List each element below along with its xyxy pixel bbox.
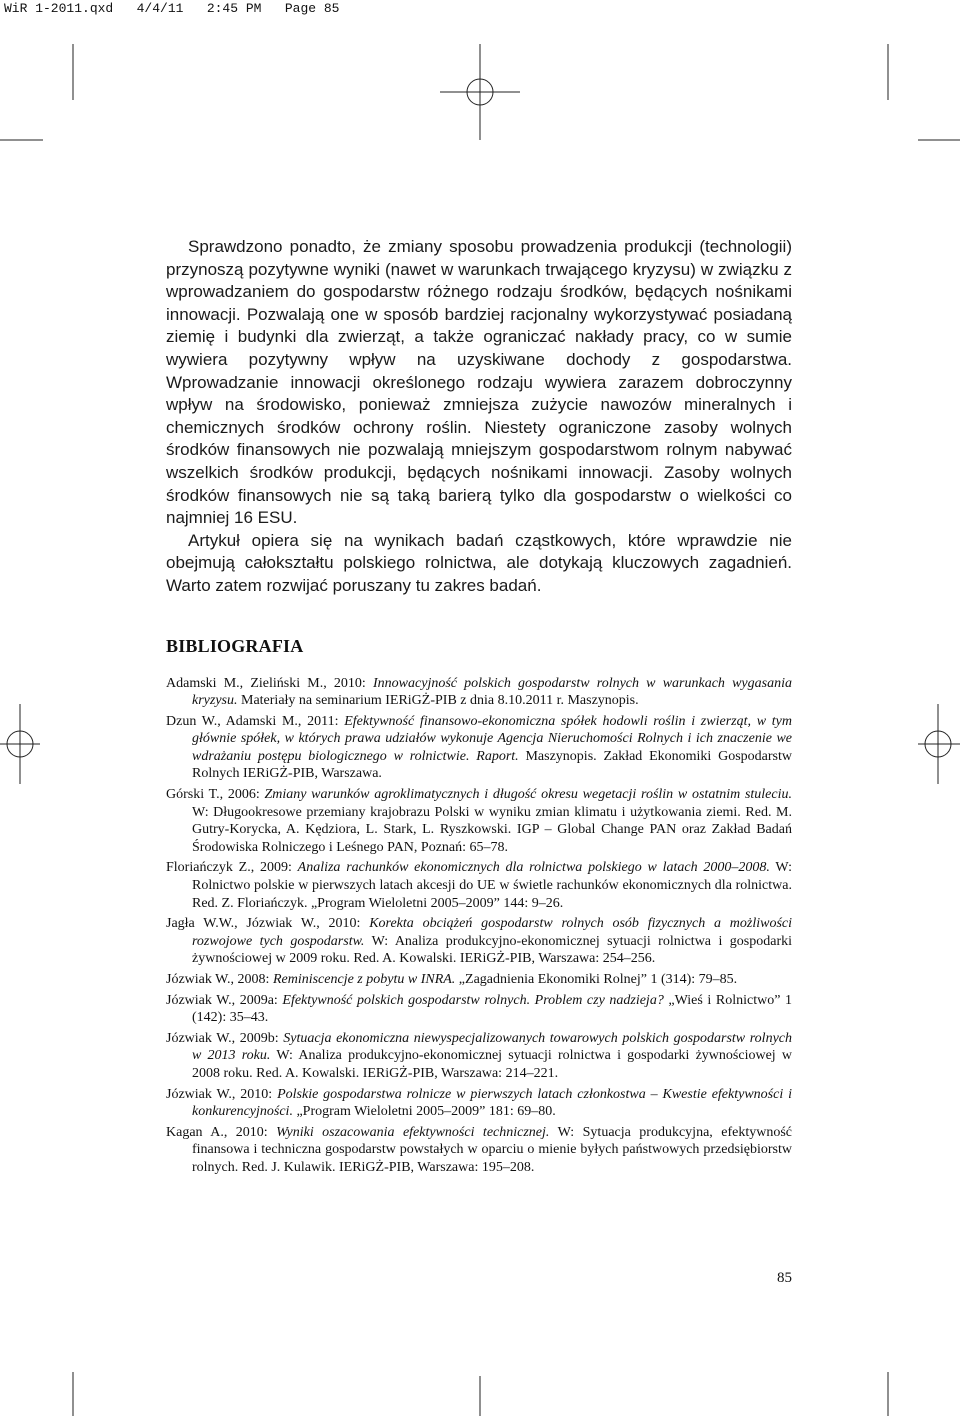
page-number: 85 <box>777 1270 792 1286</box>
bibliography-entry <box>166 859 792 912</box>
entry-title: Korekta obciążeń gospodarstw rolnych osób fizycznych a możliwości rozwojowe tych gospodarstw. <box>192 916 793 949</box>
entry-source: „Wieś i Rolnictwo” 1 (142): 35–43. <box>192 992 792 1026</box>
entry-author: Kagan A., 2010: <box>166 1124 277 1140</box>
registration-mark-right <box>918 704 960 784</box>
body-paragraph: Artykuł opiera się na wynikach badań cząstkowych, które wprawdzie nie obejmują całokształtu polskiego rolnictwa, ale dotykają kluczowych zagadnień. Warto zatem rozwijać poruszany tu zakres badań. <box>166 530 792 595</box>
entry-author: Józwiak W., 2010: <box>166 1086 278 1102</box>
bibliography-entry <box>166 992 792 1027</box>
bibliography-entry <box>166 1086 792 1121</box>
body-paragraph: Sprawdzono ponadto, że zmiany sposobu prowadzenia produkcji (technologii) przynoszą pozytywne wyniki (nawet w warunkach trwającego kryzysu) w związku z wprowadzaniem do gospodarstw różnego rodzaju środków, będących nośnikami innowacji. Pozwalają one w sposób bardziej racjonalny wykorzystywać posiadaną ziemię i budynki dla zwierząt, a także ograniczać nakłady pracy, co w sumie wywiera pozytywny wpływ na uzyskiwane dochody z gospodarstwa. Wprowadzanie innowacji określonego rodzaju wywiera zarazem dobroczynny wpływ na środowisko, ponieważ zmniejsza zużycie nawozów mineralnych i chemicznych środków ochrony roślin. Niestety ograniczone zasoby wolnych środków finansowych nie pozwalają mniejszym gospodarstwom rolnym nabywać wszelkich środków produkcji, będących nośnikami innowacji. Zasoby wolnych środków finansowych nie są taką barierą tylko dla gospodarstw o wielkości co najmniej 16 ESU. <box>166 237 792 528</box>
entry-source: „Zagadnienia Ekonomiki Rolnej” 1 (314): 79–85. <box>455 972 738 987</box>
entry-title: Polskie gospodarstwa rolnicze w pierwszych latach członkostwa – Kwestie efektywności i konkurencyjności. <box>192 1086 792 1120</box>
bibliography-entry <box>166 1030 792 1083</box>
article-conclusion <box>166 236 792 598</box>
entry-title: Innowacyjność polskich gospodarstw rolnych w warunkach wygasania kryzysu. <box>192 675 792 709</box>
page-content <box>166 236 792 1180</box>
entry-source: W: Analiza produkcyjno-ekonomicznej sytuacji rolnictwa i gospodarki żywnościowej w 2008 roku. Red. A. Kowalski. IERiGŻ-PIB, Warszawa: 214–221. <box>192 1048 792 1081</box>
entry-source: W: Analiza produkcyjno-ekonomicznej sytuacji rolnictwa i gospodarki żywnościowej w 2009 roku. Red. A. Kowalski. IERiGŻ-PIB, Warszawa: 254–256. <box>192 933 793 967</box>
bibliography-entry <box>166 1124 792 1177</box>
entry-title: Efektywność polskich gospodarstw rolnych. Problem czy nadzieja? <box>282 992 664 1008</box>
entry-author: Adamski M., Zieliński M., 2010: <box>166 675 374 691</box>
bibliography-heading: BIBLIOGRAFIA <box>166 635 304 656</box>
entry-source: W: Długookresowe przemiany krajobrazu Polski w wyniku zmian klimatu i użytkowania ziemi. Red. M. Gutry-Korycka, A. Kędziora, L. Stark, L. Ryszkowski. IGP – Global Change PAN oraz Zakład Badań Środowiska Rolniczego i Leśnego PAN, Poznań: 65–78. <box>192 804 792 855</box>
bibliography-entry <box>166 786 792 856</box>
bibliography-entry <box>166 675 792 710</box>
entry-author: Józwiak W., 2009b: <box>166 1030 284 1046</box>
entry-title: Reminiscencje z pobytu w INRA. <box>272 972 456 987</box>
entry-author: Józwiak W., 2009a: <box>166 992 283 1008</box>
entry-source: W: Sytuacja produkcyjna, efektywność finansowa i techniczna gospodarstw powstałych w oparciu o mienie byłych państwowych przedsiębiorstw rolnych. Red. J. Kulawik. IERiGŻ-PIB, Warszawa: 195–208. <box>192 1124 792 1175</box>
entry-source: Materiały na seminarium IERiGŻ-PIB z dnia 8.10.2011 r. Maszynopis. <box>237 693 639 709</box>
entry-title: Sytuacja ekonomiczna niewyspecjalizowanych towarowych polskich gospodarstw rolnych w 2013 roku. <box>192 1030 792 1064</box>
entry-author: Floriańczyk Z., 2009: <box>166 860 298 876</box>
bibliography-entry <box>166 915 792 968</box>
entry-source: W: Rolnictwo polskie w pierwszych latach akcesji do UE w świetle rachunków ekonomicznych dla rolnictwa. Red. Z. Floriańczyk. „Program Wieloletni 2005–2009” 144: 9–26. <box>192 860 792 911</box>
registration-mark-left <box>0 704 40 784</box>
entry-title: Efektywność finansowo-ekonomiczna spółek hodowli roślin i zwierząt, w tym głównie spółek, w których prawa udziałów wykonuje Agencja Nieruchomości Rolnych i ich znaczenie we wdrażaniu postępu biologicznego w rolnictwie. Raport. <box>192 713 792 764</box>
entry-title: Wyniki oszacowania efektywności technicznej. <box>276 1124 550 1140</box>
registration-mark-top <box>440 44 520 140</box>
entry-author: Józwiak W., 2008: <box>166 972 273 987</box>
entry-title: Analiza rachunków ekonomicznych dla rolnictwa polskiego w latach 2000–2008. <box>297 860 770 876</box>
bibliography-entry <box>166 713 792 783</box>
bibliography-entry <box>166 971 792 989</box>
entry-author: Jagła W.W., Józwiak W., 2010: <box>166 916 370 932</box>
bibliography-list <box>166 675 792 1177</box>
entry-source: „Program Wieloletni 2005–2009” 181: 69–80. <box>292 1104 556 1120</box>
entry-author: Górski T., 2006: <box>166 787 265 803</box>
print-slug-header: WiR 1-2011.qxd 4/4/11 2:45 PM Page 85 <box>0 0 960 18</box>
entry-source: Maszynopis. Zakład Ekonomiki Gospodarstw Rolnych IERiGŻ-PIB, Warszawa. <box>192 748 793 782</box>
entry-title: Zmiany warunków agroklimatycznych i długość okresu wegetacji roślin w ostatnim stuleciu. <box>264 787 792 803</box>
entry-author: Dzun W., Adamski M., 2011: <box>166 713 345 729</box>
